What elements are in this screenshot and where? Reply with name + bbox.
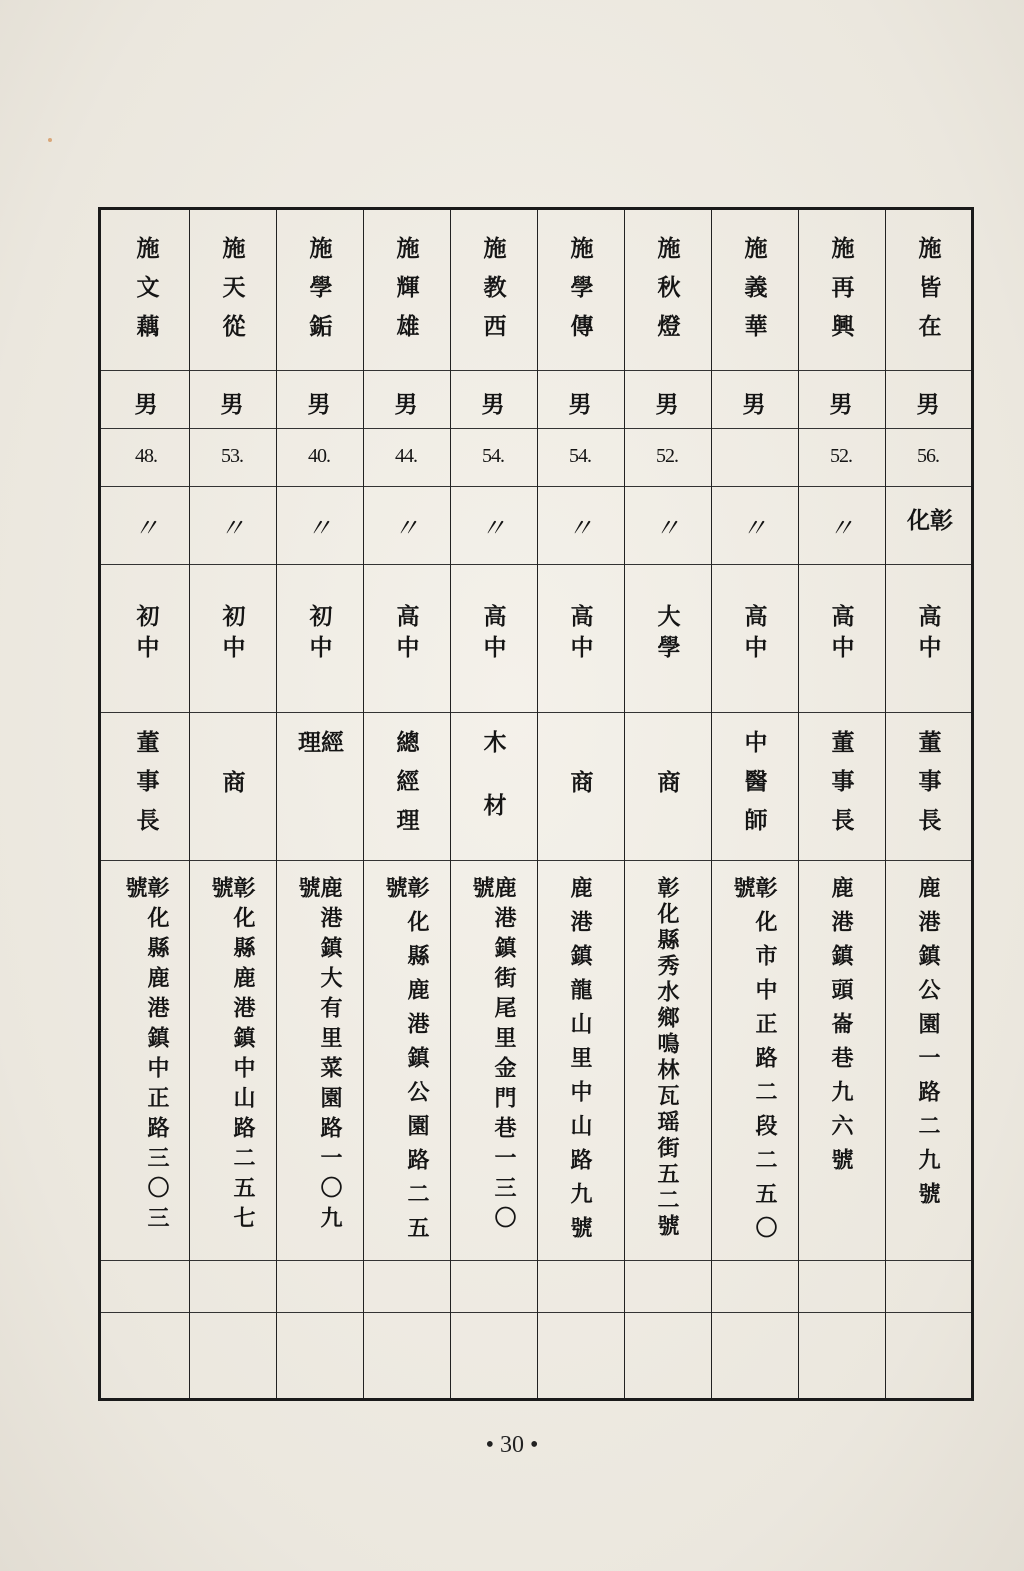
record-1-education-cell (885, 564, 971, 712)
empty-row-2 (101, 1312, 971, 1398)
record-3-education: 高中 (740, 604, 768, 666)
occupation-row (101, 712, 971, 860)
record-3-occupation: 中醫師 (740, 730, 768, 847)
record-10-origin-ditto: 〃 (132, 514, 159, 543)
record-7-name-cell (363, 210, 449, 370)
record-4-origin-cell (624, 486, 710, 564)
age-row (101, 428, 971, 486)
record-6-age-cell (450, 428, 536, 486)
grid-line (101, 1312, 971, 1313)
record-8-address-cell (276, 860, 362, 1260)
record-8-origin-cell (276, 486, 362, 564)
record-8-name: 施學銗 (305, 236, 333, 353)
record-10-education: 初中 (132, 604, 160, 666)
grid-line (101, 860, 971, 861)
record-6-education-cell (450, 564, 536, 712)
record-10-age: 48. (135, 445, 157, 467)
page-number: • 30 • (485, 1432, 539, 1458)
record-5-occupation: 商 (566, 770, 594, 809)
record-1-age: 56. (917, 445, 939, 467)
record-1-occupation: 董事長 (914, 730, 942, 847)
record-9-address: 彰化縣鹿港鎮中山路二五七號 (208, 876, 256, 1236)
record-4-age-cell (624, 428, 710, 486)
record-3-sex: 男 (742, 391, 766, 418)
record-4-name: 施秋燈 (653, 236, 681, 353)
record-4-education-cell (624, 564, 710, 712)
record-8-occupation-cell (276, 712, 362, 860)
record-4-sex-cell (624, 370, 710, 428)
record-3-education-cell (711, 564, 797, 712)
record-6-address: 鹿港鎮街尾里金門巷一三〇號 (469, 876, 517, 1236)
grid-column-line (276, 210, 277, 1398)
record-9-education: 初中 (218, 604, 246, 666)
record-3-origin-cell (711, 486, 797, 564)
record-2-name: 施再興 (827, 236, 855, 353)
record-5-address-cell (537, 860, 623, 1260)
record-7-origin-cell (363, 486, 449, 564)
record-1-sex-cell (885, 370, 971, 428)
record-2-name-cell (798, 210, 884, 370)
record-7-age-cell (363, 428, 449, 486)
name-row (101, 210, 971, 370)
grid-line (101, 1260, 971, 1261)
record-2-address-cell (798, 860, 884, 1260)
record-2-age-cell (798, 428, 884, 486)
record-9-age-cell (189, 428, 275, 486)
record-1-sex: 男 (916, 391, 940, 418)
grid-column-line (711, 210, 712, 1398)
record-4-occupation: 商 (653, 770, 681, 809)
record-10-occupation: 董事長 (132, 730, 160, 847)
record-9-age: 53. (221, 445, 243, 467)
record-9-name-cell (189, 210, 275, 370)
record-3-name: 施義華 (740, 236, 768, 353)
record-1-origin: 彰化 (903, 508, 953, 541)
record-6-origin-cell (450, 486, 536, 564)
record-7-sex: 男 (394, 391, 418, 418)
record-3-address-cell (711, 860, 797, 1260)
record-6-occupation-cell (450, 712, 536, 860)
record-8-name-cell (276, 210, 362, 370)
grid-column-line (189, 210, 190, 1398)
record-10-sex-cell (103, 370, 189, 428)
record-1-name: 施皆在 (914, 236, 942, 353)
record-1-education: 高中 (914, 604, 942, 666)
record-6-sex-cell (450, 370, 536, 428)
record-4-occupation-cell (624, 712, 710, 860)
record-6-sex: 男 (481, 391, 505, 418)
grid-line (101, 712, 971, 713)
record-3-age-cell (711, 428, 797, 486)
address-row (101, 860, 971, 1260)
record-6-age: 54. (482, 445, 504, 467)
record-1-origin-cell (885, 486, 971, 564)
record-10-age-cell (103, 428, 189, 486)
record-4-name-cell (624, 210, 710, 370)
record-7-origin-ditto: 〃 (392, 514, 419, 543)
record-6-education: 高中 (479, 604, 507, 666)
record-5-education: 高中 (566, 604, 594, 666)
record-8-address: 鹿港鎮大有里菜園路一〇九號 (295, 876, 343, 1236)
grid-line (101, 428, 971, 429)
origin-row (101, 486, 971, 564)
record-10-sex: 男 (134, 391, 158, 418)
record-7-education: 高中 (392, 604, 420, 666)
record-9-name: 施天從 (218, 236, 246, 353)
record-10-address: 彰化縣鹿港鎮中正路三〇三號 (122, 876, 170, 1236)
record-8-age-cell (276, 428, 362, 486)
record-3-address: 彰化市中正路二段二五〇號 (730, 876, 778, 1250)
record-6-address-cell (450, 860, 536, 1260)
record-5-age-cell (537, 428, 623, 486)
record-9-origin-cell (189, 486, 275, 564)
record-1-name-cell (885, 210, 971, 370)
record-3-origin-ditto: 〃 (740, 514, 767, 543)
record-2-education: 高中 (827, 604, 855, 666)
grid-column-line (798, 210, 799, 1398)
record-6-occupation: 木材 (479, 730, 507, 856)
record-8-age: 40. (308, 445, 330, 467)
record-7-address: 彰化縣鹿港鎮公園路二五號 (382, 876, 430, 1250)
record-10-occupation-cell (103, 712, 189, 860)
record-10-name: 施文藕 (132, 236, 160, 353)
record-8-sex-cell (276, 370, 362, 428)
record-8-sex: 男 (307, 391, 331, 418)
record-5-address: 鹿港鎮龍山里中山路九號 (567, 876, 593, 1250)
paper-stain (48, 138, 52, 142)
record-3-sex-cell (711, 370, 797, 428)
record-5-origin-cell (537, 486, 623, 564)
record-5-sex-cell (537, 370, 623, 428)
record-8-education: 初中 (305, 604, 333, 666)
record-2-occupation-cell (798, 712, 884, 860)
record-7-education-cell (363, 564, 449, 712)
grid-column-line (363, 210, 364, 1398)
empty-row-1 (101, 1260, 971, 1312)
record-8-education-cell (276, 564, 362, 712)
record-10-origin-cell (103, 486, 189, 564)
record-7-address-cell (363, 860, 449, 1260)
record-6-origin-ditto: 〃 (479, 514, 506, 543)
record-10-name-cell (103, 210, 189, 370)
record-7-name: 施輝雄 (392, 236, 420, 353)
record-9-occupation-cell (189, 712, 275, 860)
record-5-education-cell (537, 564, 623, 712)
record-9-sex: 男 (220, 391, 244, 418)
record-8-origin-ditto: 〃 (305, 514, 332, 543)
record-4-address: 彰化縣秀水鄉鳴林瓦瑶街五二號 (654, 876, 680, 1240)
record-5-name: 施學傳 (566, 236, 594, 353)
record-4-education: 大學 (653, 604, 681, 666)
grid-column-line (537, 210, 538, 1398)
record-9-sex-cell (189, 370, 275, 428)
record-7-sex-cell (363, 370, 449, 428)
record-2-education-cell (798, 564, 884, 712)
record-10-address-cell (103, 860, 189, 1260)
grid-line (101, 564, 971, 565)
record-5-sex: 男 (568, 391, 592, 418)
record-2-occupation: 董事長 (827, 730, 855, 847)
record-2-origin-cell (798, 486, 884, 564)
record-4-origin-ditto: 〃 (653, 514, 680, 543)
grid-column-line (885, 210, 886, 1398)
record-2-address: 鹿港鎮頭崙巷九六號 (828, 876, 854, 1182)
record-9-origin-ditto: 〃 (218, 514, 245, 543)
record-8-occupation: 經理 (294, 730, 344, 805)
record-9-education-cell (189, 564, 275, 712)
record-6-name: 施教西 (479, 236, 507, 353)
record-9-occupation: 商 (218, 770, 246, 809)
record-5-occupation-cell (537, 712, 623, 860)
grid-column-line (450, 210, 451, 1398)
grid-column-line (624, 210, 625, 1398)
record-1-occupation-cell (885, 712, 971, 860)
record-5-origin-ditto: 〃 (566, 514, 593, 543)
education-row (101, 564, 971, 712)
record-7-occupation-cell (363, 712, 449, 860)
record-3-occupation-cell (711, 712, 797, 860)
sex-row (101, 370, 971, 428)
record-1-age-cell (885, 428, 971, 486)
record-7-occupation: 總經理 (392, 730, 420, 847)
record-5-age: 54. (569, 445, 591, 467)
record-10-education-cell (103, 564, 189, 712)
record-5-name-cell (537, 210, 623, 370)
record-4-age: 52. (656, 445, 678, 467)
record-3-name-cell (711, 210, 797, 370)
record-2-origin-ditto: 〃 (827, 514, 854, 543)
record-2-age: 52. (830, 445, 852, 467)
record-6-name-cell (450, 210, 536, 370)
record-9-address-cell (189, 860, 275, 1260)
member-registry-table (98, 207, 974, 1401)
record-1-address: 鹿港鎮公園一路二九號 (915, 876, 941, 1216)
grid-line (101, 486, 971, 487)
record-4-sex: 男 (655, 391, 679, 418)
record-2-sex-cell (798, 370, 884, 428)
record-4-address-cell (624, 860, 710, 1260)
record-7-age: 44. (395, 445, 417, 467)
record-2-sex: 男 (829, 391, 853, 418)
grid-line (101, 370, 971, 371)
record-1-address-cell (885, 860, 971, 1260)
